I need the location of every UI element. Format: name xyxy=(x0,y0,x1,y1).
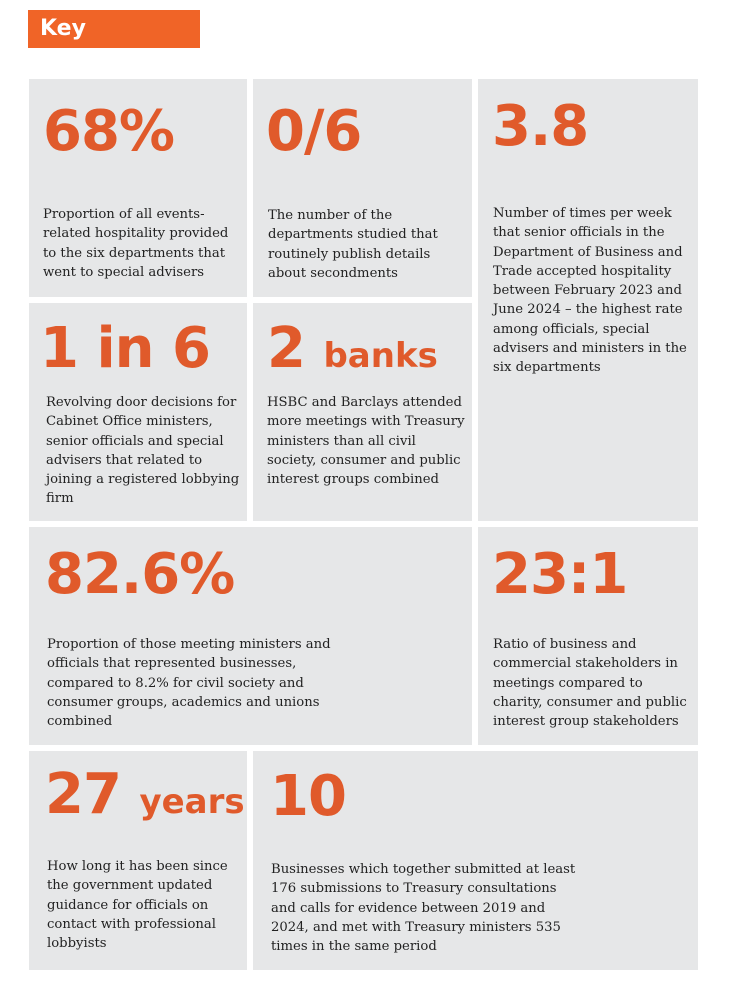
stat-description: The number of the departments studied that routinely publish details about secondments xyxy=(268,208,438,281)
stat-card-guidance-age xyxy=(29,751,247,970)
stat-value xyxy=(492,542,628,607)
stat-card-business-meetings xyxy=(29,527,472,745)
stat-description: Revolving door decisions for Cabinet Office ministers, senior officials and special advisers that related to joining a registered lobbying firm xyxy=(46,395,240,507)
stat-unit: banks xyxy=(323,336,438,376)
stat-description: How long it has been since the government updated guidance for officials on contact with professional lobbyists xyxy=(47,859,228,952)
stat-description: Number of times per week that senior officials in the Department of Business and Trade accepted hospitality between February 2023 and June 2024 – the highest rate among officials, special advisers and ministers in the six departments xyxy=(493,206,687,376)
stat-number: 2 xyxy=(267,316,305,381)
stat-number: 1 in 6 xyxy=(40,316,210,381)
stat-number: 3.8 xyxy=(492,94,589,159)
page-title: Key statistics xyxy=(28,10,200,48)
stat-card-weekly-hospitality xyxy=(478,79,698,521)
stat-value xyxy=(267,316,438,386)
stat-unit: years xyxy=(139,782,245,822)
stat-number: 23:1 xyxy=(492,542,628,607)
stat-number: 82.6% xyxy=(45,542,235,607)
stat-description: Businesses which together submitted at least 176 submissions to Treasury consultations and calls for evidence between 2019 and 2024, and met with Treasury ministers 535 times in the same period xyxy=(271,862,576,955)
stat-value xyxy=(266,99,362,164)
stat-value xyxy=(43,99,175,164)
stat-card-banks-meetings xyxy=(253,303,472,521)
stat-number: 0/6 xyxy=(266,99,362,164)
stat-description: Proportion of all events-related hospitality provided to the six departments that went to special advisers xyxy=(43,207,229,280)
stat-number: 10 xyxy=(270,764,346,829)
stat-description: HSBC and Barclays attended more meetings with Treasury ministers than all civil society, consumer and public interest groups combined xyxy=(267,395,465,488)
stat-value xyxy=(270,764,346,829)
stat-number: 27 xyxy=(45,762,121,827)
stat-value xyxy=(40,316,210,381)
stat-description: Proportion of those meeting ministers and officials that represented businesses, compared to 8.2% for civil society and consumer groups, academics and unions combined xyxy=(47,637,331,730)
stat-card-secondments xyxy=(253,79,472,297)
stat-card-treasury-submissions xyxy=(253,751,698,970)
stat-number: 68% xyxy=(43,99,175,164)
stat-card-hospitality-spads xyxy=(29,79,247,297)
stat-card-ratio xyxy=(478,527,698,745)
stat-value xyxy=(45,542,235,607)
stat-card-revolving-door xyxy=(29,303,247,521)
stat-value xyxy=(492,94,589,159)
stat-description: Ratio of business and commercial stakeholders in meetings compared to charity, consumer and public interest group stakeholders xyxy=(493,637,687,730)
stat-value xyxy=(45,762,245,832)
